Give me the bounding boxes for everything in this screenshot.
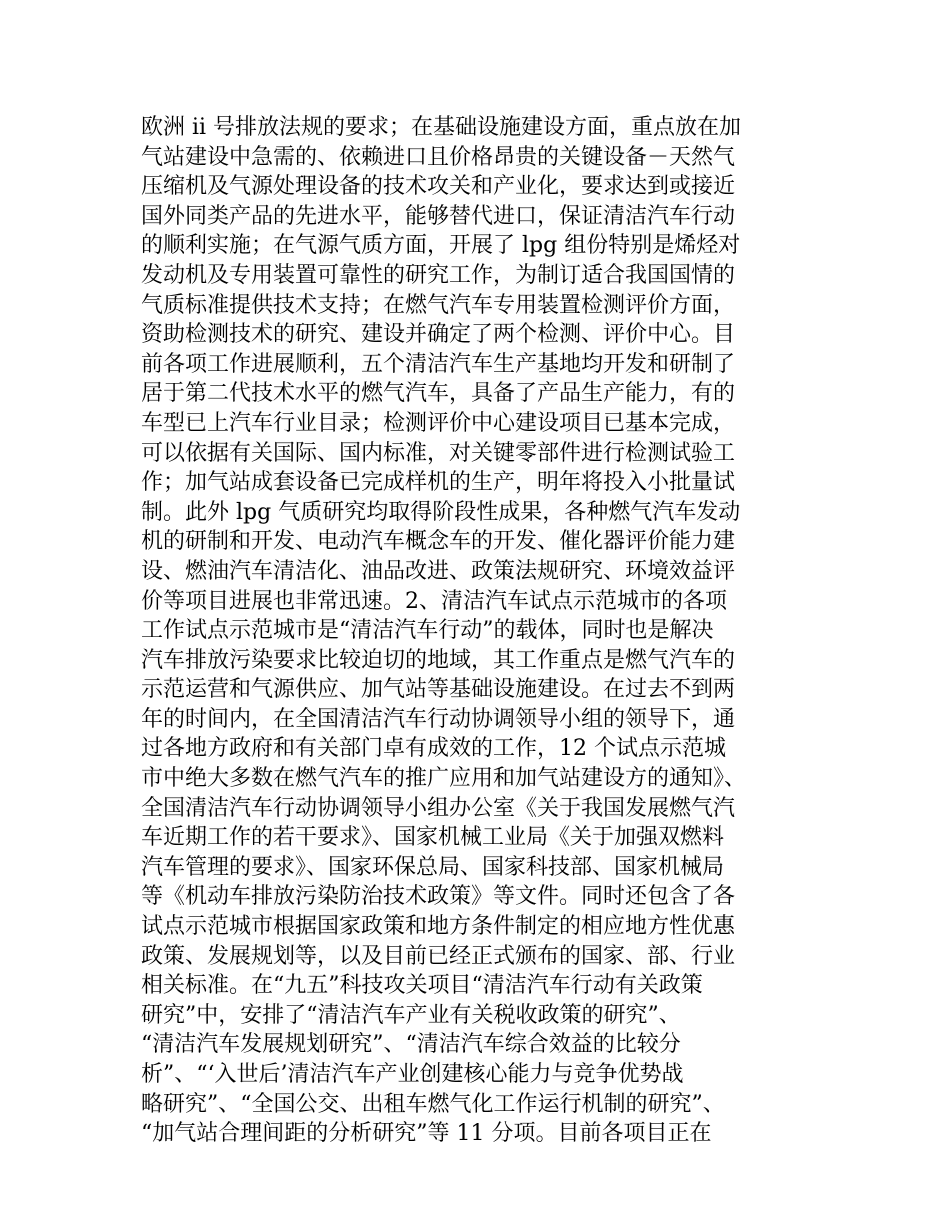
text-line: 等《机动车排放污染防治技术政策》等文件。同时还包含了各 [141,884,736,910]
text-line: 车型已上汽车行业目录；检测评价中心建设项目已基本完成， [141,410,736,436]
text-line: 发动机及专用装置可靠性的研究工作，为制订适合我国国情的 [141,262,736,288]
text-line: 示范运营和气源供应、加气站等基础设施建设。在过去不到两 [141,677,736,703]
text-line: 汽车排放污染要求比较迫切的地域，其工作重点是燃气汽车的 [141,647,736,673]
text-line: 汽车管理的要求》、国家环保总局、国家科技部、国家机械局 [141,854,725,880]
text-line: 设、燃油汽车清洁化、油品改进、政策法规研究、环境效益评 [141,558,736,584]
text-line: 压缩机及气源处理设备的技术攻关和产业化，要求达到或接近 [141,174,736,200]
text-line: 市中绝大多数在燃气汽车的推广应用和加气站建设方的通知》、 [141,766,747,792]
text-line: “加气站合理间距的分析研究”等 11 分项。目前各项目正在 [141,1121,712,1147]
body-text [141,113,821,1149]
text-line: “清洁汽车发展规划研究”、“清洁汽车综合效益的比较分 [141,1032,681,1058]
text-line: 全国清洁汽车行动协调领导小组办公室《关于我国发展燃气汽 [141,795,736,821]
text-line: 年的时间内，在全国清洁汽车行动协调领导小组的领导下，通 [141,706,736,732]
text-line: 作；加气站成套设备已完成样机的生产，明年将投入小批量试 [141,470,736,496]
text-line: 资助检测技术的研究、建设并确定了两个检测、评价中心。目 [141,322,736,348]
text-line: 的顺利实施；在气源气质方面，开展了 lpg 组份特别是烯烃对 [141,233,741,259]
text-line: 国外同类产品的先进水平，能够替代进口，保证清洁汽车行动 [141,203,736,229]
text-line: 相关标准。在“九五”科技攻关项目“清洁汽车行动有关政策 [141,973,703,999]
text-line: 略研究”、“全国公交、出租车燃气化工作运行机制的研究”、 [141,1091,725,1117]
text-line: 可以依据有关国际、国内标准，对关键零部件进行检测试验工 [141,440,736,466]
text-line: 气质标准提供技术支持；在燃气汽车专用装置检测评价方面， [141,292,736,318]
text-line: 价等项目进展也非常迅速。2、清洁汽车试点示范城市的各项 [141,588,727,614]
text-line: 前各项工作进展顺利，五个清洁汽车生产基地均开发和研制了 [141,351,736,377]
text-line: 气站建设中急需的、依赖进口且价格昂贵的关键设备－天然气 [141,144,736,170]
text-line: 工作试点示范城市是“清洁汽车行动”的载体，同时也是解决 [141,618,714,644]
text-line: 试点示范城市根据国家政策和地方条件制定的相应地方性优惠 [141,914,736,940]
text-line: 制。此外 lpg 气质研究均取得阶段性成果，各种燃气汽车发动 [141,499,741,525]
text-line: 欧洲 ii 号排放法规的要求；在基础设施建设方面，重点放在加 [141,115,742,140]
text-line: 析”、“‘入世后’清洁汽车产业创建核心能力与竞争优势战 [141,1062,684,1087]
text-line: 机的研制和开发、电动汽车概念车的开发、催化器评价能力建 [141,529,736,555]
text-line: 政策、发展规划等，以及目前已经正式颁布的国家、部、行业 [141,943,736,969]
text-line: 车近期工作的若干要求》、国家机械工业局《关于加强双燃料 [141,825,725,851]
text-line: 研究”中，安排了“清洁汽车产业有关税收政策的研究”、 [141,1002,681,1028]
text-line: 居于第二代技术水平的燃气汽车，具备了产品生产能力，有的 [141,381,736,407]
text-line: 过各地方政府和有关部门卓有成效的工作，12 个试点示范城 [141,736,726,762]
